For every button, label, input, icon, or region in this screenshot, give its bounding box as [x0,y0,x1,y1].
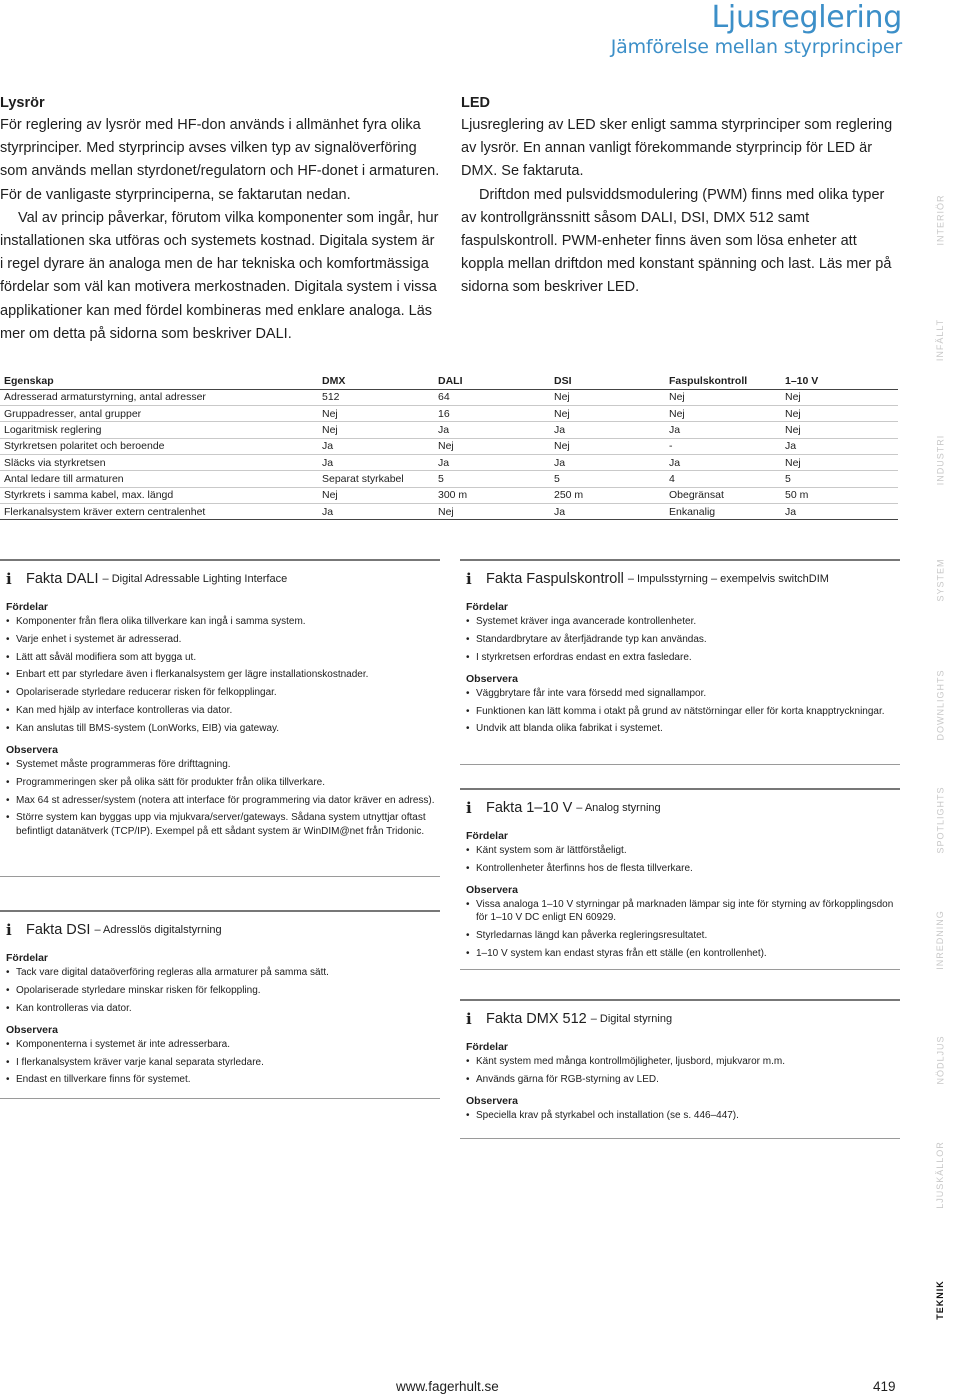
list-item: • Opolariserade styrledare reducerar risken för felkopplingar. [6,686,440,699]
page-title: Ljusreglering [711,0,902,35]
list-item: • Kontrollenheter återfinns hos de flesta tillverkare. [466,862,900,875]
list-item: • Styrledarnas längd kan påverka regleringsresultatet. [466,929,900,942]
fact-title: Fakta 1–10 V [486,800,573,816]
table-cell: Nej [785,391,801,404]
table-cell: Ja [669,456,681,469]
list-item: • I styrkretsen erfordras endast en extra fasledare. [466,651,900,664]
table-cell: Nej [438,505,454,518]
intro-led [461,92,901,300]
side-tab-interior[interactable]: INTERIÖR [935,194,946,246]
fact-list [466,687,900,736]
fact-list [6,758,440,838]
table-row [0,471,898,487]
table-row-label: Antal ledare till armaturen [4,472,124,485]
side-tab-downlights[interactable]: DOWNLIGHTS [935,669,946,741]
intro-lysror [0,92,440,346]
table-cell: Nej [554,391,570,404]
fact-subtitle: – Digital Adressable Lighting Interface [102,573,288,585]
table-cell: Nej [322,424,338,437]
list-item: • Standardbrytare av återfjädrande typ kan användas. [466,633,900,646]
table-cell: Ja [785,440,797,453]
table-cell: Ja [554,505,566,518]
footer-url[interactable]: www.fagerhult.se [396,1379,499,1394]
fact-box-dmx512 [460,999,900,1139]
intro-lysror-paragraph-1: För reglering av lysrör med HF-don används i allmänhet fyra olika styrprinciper. Med styrprincip avses vilken typ av signalöverföring som används mellan styrdonet/regulatorn och HF-donet i armaturen. För de vanligaste styrprinciperna, se faktarutan nedan. [0,117,440,203]
list-item: • Kan med hjälp av interface kontrolleras via dator. [6,704,440,717]
table-cell: Ja [438,456,450,469]
fact-subtitle: – Analog styrning [576,802,661,814]
table-cell: Ja [322,505,334,518]
fact-subtitle: – Impulsstyrning – exempelvis switchDIM [627,573,829,585]
table-cell: Nej [322,407,338,420]
list-item: • Speciella krav på styrkabel och installation (se s. 446–447). [466,1109,900,1122]
table-cell: Ja [322,456,334,469]
fact-box-dsi [0,910,440,1099]
fact-list [6,1038,440,1087]
list-item: • Kan anslutas till BMS-system (LonWorks, EIB) via gateway. [6,722,440,735]
comparison-table [0,373,898,520]
table-cell: Nej [785,424,801,437]
fact-list [466,898,900,960]
table-cell: 4 [669,472,675,485]
list-item: • 1–10 V system kan endast styras från ett ställe (en kontrollenhet). [466,947,900,960]
fact-title: Fakta DALI [26,571,99,587]
side-tab-teknik[interactable]: TEKNIK [935,1280,945,1320]
table-header-row [0,373,898,389]
table-cell: Nej [438,440,454,453]
list-item: • Komponenterna i systemet är inte adresserbara. [6,1038,440,1051]
page-number: 419 [873,1379,896,1394]
table-cell: 64 [438,391,450,404]
side-tab-index [920,0,960,1398]
fact-title-row [460,1006,900,1032]
side-tab-inredning[interactable]: INREDNING [935,910,946,970]
table-row-label: Logaritmisk reglering [4,424,102,437]
table-row-label: Styrkrets i samma kabel, max. längd [4,489,174,502]
side-tab-system[interactable]: SYSTEM [935,558,946,602]
list-item: • Vissa analoga 1–10 V styrningar på marknaden lämpar sig inte för styrning av förkopplingsdon för 1–10 V DC enligt EN 60929. [466,898,900,924]
list-item: • Känt system med många kontrollmöjligheter, ljusbord, mjukvaror m.m. [466,1055,900,1068]
info-icon: i [6,921,12,939]
info-icon: i [466,799,472,817]
list-item: • Max 64 st adresser/system (notera att interface för programmering via dator kräver en adress). [6,794,440,807]
fact-subtitle: – Adresslös digitalstyrning [94,924,222,936]
list-item: • Systemet måste programmeras före drifttagning. [6,758,440,771]
table-header-cell: 1–10 V [781,373,898,389]
table-cell: Nej [554,407,570,420]
fact-title: Fakta DSI [26,922,91,938]
table-cell: 5 [438,472,444,485]
fact-title-row [0,917,440,943]
list-item: • Används gärna för RGB-styrning av LED. [466,1073,900,1086]
table-cell: Nej [669,391,685,404]
fact-title: Fakta Faspulskontroll [486,571,624,587]
table-cell: 16 [438,407,450,420]
intro-led-paragraph-2: Driftdon med pulsviddsmodulering (PWM) finns med olika typer av kontrollgränssnitt såsom DALI, DSI, DMX 512 samt faspulskontroll. PWM-enheter finns även som lösa enheter att koppla mellan driftdon med konstant spänning och last. Läs mer på sidorna som beskriver LED. [461,186,892,296]
fact-list [6,615,440,735]
table-cell: - [669,440,673,453]
table-header-cell: Egenskap [0,373,318,389]
page-subtitle: Jämförelse mellan styrprinciper [610,36,902,58]
table-row-label: Släcks via styrkretsen [4,456,106,469]
side-tab-industri[interactable]: INDUSTRI [935,434,945,486]
list-item: • Väggbrytare får inte vara försedd med signallampor. [466,687,900,700]
fact-box-dali [0,559,440,877]
list-item: • I flerkanalsystem kräver varje kanal separata styrledare. [6,1056,440,1069]
table-row [0,454,898,470]
table-row [0,389,898,405]
fact-section-heading: Fördelar [6,952,49,964]
fact-section-heading: Observera [466,884,518,896]
fact-section-heading: Observera [466,1095,518,1107]
list-item: • Kan kontrolleras via dator. [6,1002,440,1015]
table-cell: Nej [785,456,801,469]
table-row [0,422,898,438]
fact-section-heading: Observera [466,672,518,685]
fact-title-row [460,795,900,821]
fact-section-heading: Observera [6,743,58,756]
list-item: • Endast en tillverkare finns för systemet. [6,1073,440,1086]
table-cell: Nej [785,407,801,420]
table-cell: Ja [554,456,566,469]
side-tab-infallt[interactable]: INFÄLLT [935,318,945,362]
section-heading-led: LED [461,95,490,111]
fact-subtitle: – Digital styrning [590,1013,673,1025]
table-cell: Ja [438,424,450,437]
table-cell: Separat styrkabel [322,472,404,485]
list-item: • Känt system som är lättförståeligt. [466,844,900,857]
table-header-cell: Faspulskontroll [665,373,781,389]
side-tab-spotlights[interactable]: SPOTLIGHTS [935,786,946,854]
table-row-label: Gruppadresser, antal grupper [4,407,142,420]
table-header-cell: DALI [434,373,550,389]
table-row [0,406,898,422]
info-icon: i [466,1010,472,1028]
info-icon: i [6,570,12,588]
fact-section-heading: Fördelar [466,830,509,842]
list-item: • Programmeringen sker på olika sätt för produkter från olika tillverkare. [6,776,440,789]
table-cell: Ja [785,505,797,518]
table-row-label: Flerkanalsystem kräver extern centralenhet [4,505,206,518]
table-cell: Ja [669,424,681,437]
list-item: • Större system kan byggas upp via mjukvara/server/gateways. Sådana system utnyttjar oftast befintligt datanätverk (TCP/IP). Exempel på ett sådant system är WinDIM@net från Tridonic. [6,811,440,837]
fact-list [466,1109,900,1122]
list-item: • Komponenter från flera olika tillverkare kan ingå i samma system. [6,615,440,628]
fact-section-heading: Fördelar [466,1041,509,1053]
table-row [0,487,898,503]
fact-title-row [460,566,900,592]
table-cell: Obegränsat [669,489,724,502]
table-row [0,503,898,519]
list-item: • Enbart ett par styrledare även i flerkanalsystem ger lägre installationskostnader. [6,668,440,681]
fact-list [6,966,440,1015]
table-header-cell: DMX [318,373,434,389]
fact-title-row [0,566,440,592]
table-cell: Nej [322,489,338,502]
list-item: • Funktionen kan lätt komma i otakt på grund av nätstörningar eller för korta knapptryckningar. [466,705,900,718]
fact-section-heading: Fördelar [466,601,509,613]
fact-box-faspulskontroll [460,559,900,765]
list-item: • Undvik att blanda olika fabrikat i systemet. [466,722,900,735]
table-cell: Ja [322,440,334,453]
info-icon: i [466,570,472,588]
list-item: • Lätt att såväl modifiera som att bygga ut. [6,651,440,664]
table-cell: Enkanalig [669,505,716,518]
table-cell: Ja [554,424,566,437]
intro-led-paragraph-1: Ljusreglering av LED sker enligt samma styrprinciper som reglering av lysrör. En annan vanligt förekommande styrprincip för LED är DMX. Se faktaruta. [461,117,893,180]
intro-lysror-paragraph-2: Val av princip påverkar, förutom vilka komponenter som ingår, hur installationen ska utföras och systemets kostnad. Digitala system är i regel dyrare än analoga men de har tekniska och komfortmässiga fördelar som väl kan motivera merkostnaden. Digitala system i vissa applikationer kan med fördel kombineras med enklare analoga. Läs mer om detta på sidorna som beskriver DALI. [0,209,439,342]
table-row-label: Styrkretsen polaritet och beroende [4,440,165,453]
fact-list [466,1055,900,1086]
side-tab-nodljus[interactable]: NÖDLJUS [935,1035,946,1085]
fact-section-heading: Fördelar [6,601,49,613]
fact-title: Fakta DMX 512 [486,1011,587,1027]
table-header-cell: DSI [550,373,665,389]
table-cell: 250 m [554,489,584,502]
fact-list [466,844,900,875]
list-item: • Varje enhet i systemet är adresserad. [6,633,440,646]
list-item: • Systemet kräver inga avancerade kontrollenheter. [466,615,900,628]
table-cell: 50 m [785,489,809,502]
list-item: • Tack vare digital dataöverföring regleras alla armaturer på samma sätt. [6,966,440,979]
table-cell: 5 [554,472,560,485]
table-cell: 300 m [438,489,468,502]
side-tab-ljuskallor[interactable]: LJUSKÄLLOR [935,1141,945,1209]
table-cell: Nej [669,407,685,420]
fact-box-1-10v [460,788,900,970]
table-cell: 512 [322,391,340,404]
fact-list [466,615,900,664]
table-cell: 5 [785,472,791,485]
fact-section-heading: Observera [6,1023,58,1036]
table-row [0,438,898,454]
section-heading-lysror: Lysrör [0,95,45,111]
table-row-label: Adresserad armaturstyrning, antal adresser [4,391,206,404]
table-cell: Nej [554,440,570,453]
list-item: • Opolariserade styrledare minskar risken för felkoppling. [6,984,440,997]
